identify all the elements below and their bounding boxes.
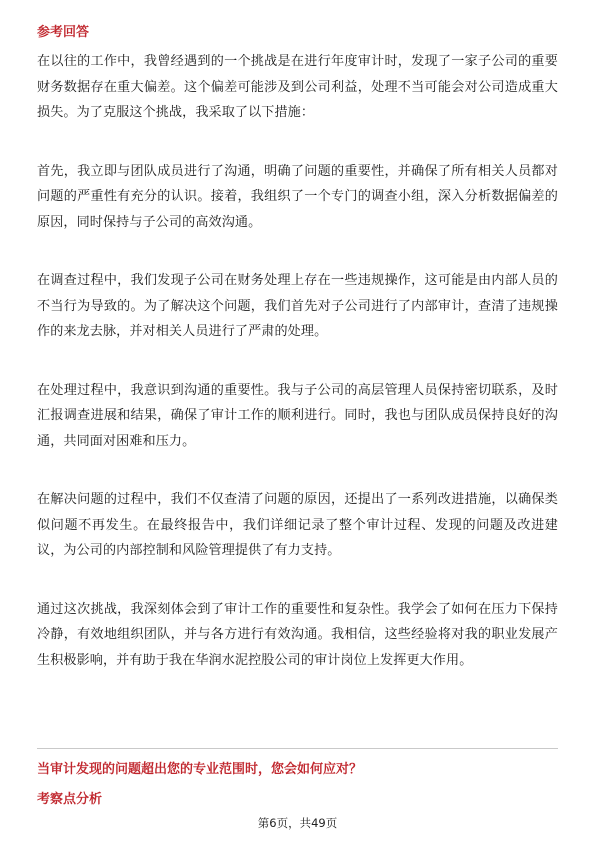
paragraph: 首先，我立即与团队成员进行了沟通，明确了问题的重要性，并确保了所有相关人员都对问题的严重性有充分的认识。接着，我组织了一个专门的调查小组，深入分析数据偏差的原因，同时保持与子公司的高效沟通。 [37,163,558,230]
page-footer: 第6页，共49页 [257,816,338,830]
paragraph: 在处理过程中，我意识到沟通的重要性。我与子公司的高层管理人员保持密切联系，及时汇报调查进展和结果，确保了审计工作的顺利进行。同时，我也与团队成员保持良好的沟通，共同面对困难和压力。 [37,382,558,449]
analysis-heading: 考察点分析 [37,792,103,807]
paragraph: 在解决问题的过程中，我们不仅查清了问题的原因，还提出了一系列改进措施，以确保类似问题不再发生。在最终报告中，我们详细记录了整个审计过程、发现的问题及改进建议，为公司的内部控制和风险管理提供了有力支持。 [37,492,558,558]
question-heading: 当审计发现的问题超出您的专业范围时，您会如何应对？ [37,762,363,777]
paragraph: 通过这次挑战，我深刻体会到了审计工作的重要性和复杂性。我学会了如何在压力下保持冷静，有效地组织团队，并与各方进行有效沟通。我相信，这些经验将对我的职业发展产生积极影响，并有助于我在华润水泥控股公司的审计岗位上发挥更大作用。 [37,601,558,668]
section-title: 参考回答 [37,25,90,40]
paragraph: 在调查过程中，我们发现子公司在财务处理上存在一些违规操作，这可能是由内部人员的不当行为导致的。为了解决这个问题，我们首先对子公司进行了内部审计，查清了违规操作的来龙去脉，并对相关人员进行了严肃的处理。 [37,273,558,339]
answer-body [37,49,558,673]
paragraph: 在以往的工作中，我曾经遇到的一个挑战是在进行年度审计时，发现了一家子公司的重要财务数据存在重大偏差。这个偏差可能涉及到公司利益，处理不当可能会对公司造成重大损失。为了克服这个挑战，我采取了以下措施： [37,54,558,120]
section-divider [37,748,558,749]
